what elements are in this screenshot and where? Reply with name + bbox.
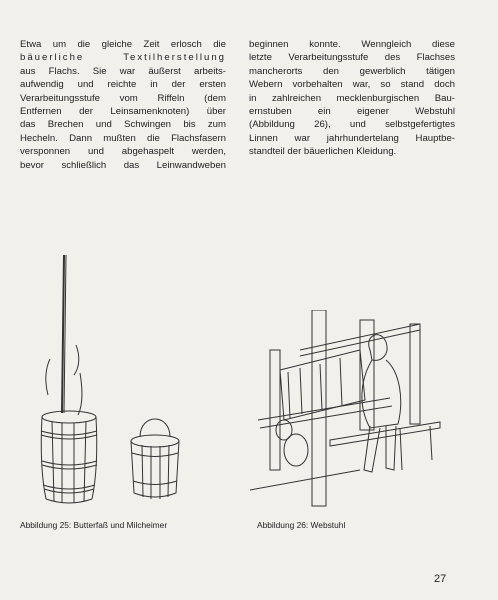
text-line: mancherorts den gewerblich tätigen — [249, 65, 455, 77]
text-line: (Abbildung 26), und selbstgefertigtes — [249, 119, 455, 131]
text-line: Verarbeitungsstufe vom Riffeln (dem — [20, 92, 226, 104]
text-column-left — [20, 38, 226, 172]
text-line: Etwa um die gleiche Zeit erlosch die — [20, 39, 226, 50]
page-number: 27 — [434, 573, 447, 585]
text-line: letzte Verarbeitungsstufe des Flachses — [249, 52, 455, 64]
loom-illustration — [240, 310, 450, 510]
text-line: aus Flachs. Sie war äußerst arbeits- — [20, 65, 226, 77]
text-line: ernstuben ein eigener Webstuhl — [249, 106, 455, 118]
text-line: beginnen konnte. Wenngleich diese — [249, 39, 455, 50]
figure-25-caption: Abbildung 25: Butterfaß und Milcheimer — [20, 520, 168, 530]
text-line: das Brechen und Schwingen bis zum — [20, 119, 226, 131]
text-line: standteil der bäuerlichen Kleidung. — [249, 146, 397, 158]
text-line: Linnen war jahrhundertelang Hauptbe- — [249, 132, 455, 144]
text-line: in zahlreichen mecklenburgischen Bau- — [249, 92, 455, 104]
text-line: Hecheln. Dann mußten die Flachsfasern — [20, 132, 226, 144]
butter-churn-and-pail-illustration — [20, 255, 220, 515]
text-line: Webern vorbehalten war, so stand doch — [249, 79, 455, 91]
text-line: Entfernen der Leinsamenknoten) über — [20, 106, 226, 118]
text-line: versponnen und abgehaspelt werden, — [20, 146, 226, 158]
text-line: bäuerliche Textilherstellung — [20, 52, 226, 64]
text-column-right — [249, 38, 455, 159]
text-line: aufwendig und reichte in der ersten — [20, 79, 226, 91]
text-line: bevor schließlich das Leinwandweben — [20, 159, 226, 171]
figure-26-caption: Abbildung 26: Webstuhl — [257, 520, 346, 530]
